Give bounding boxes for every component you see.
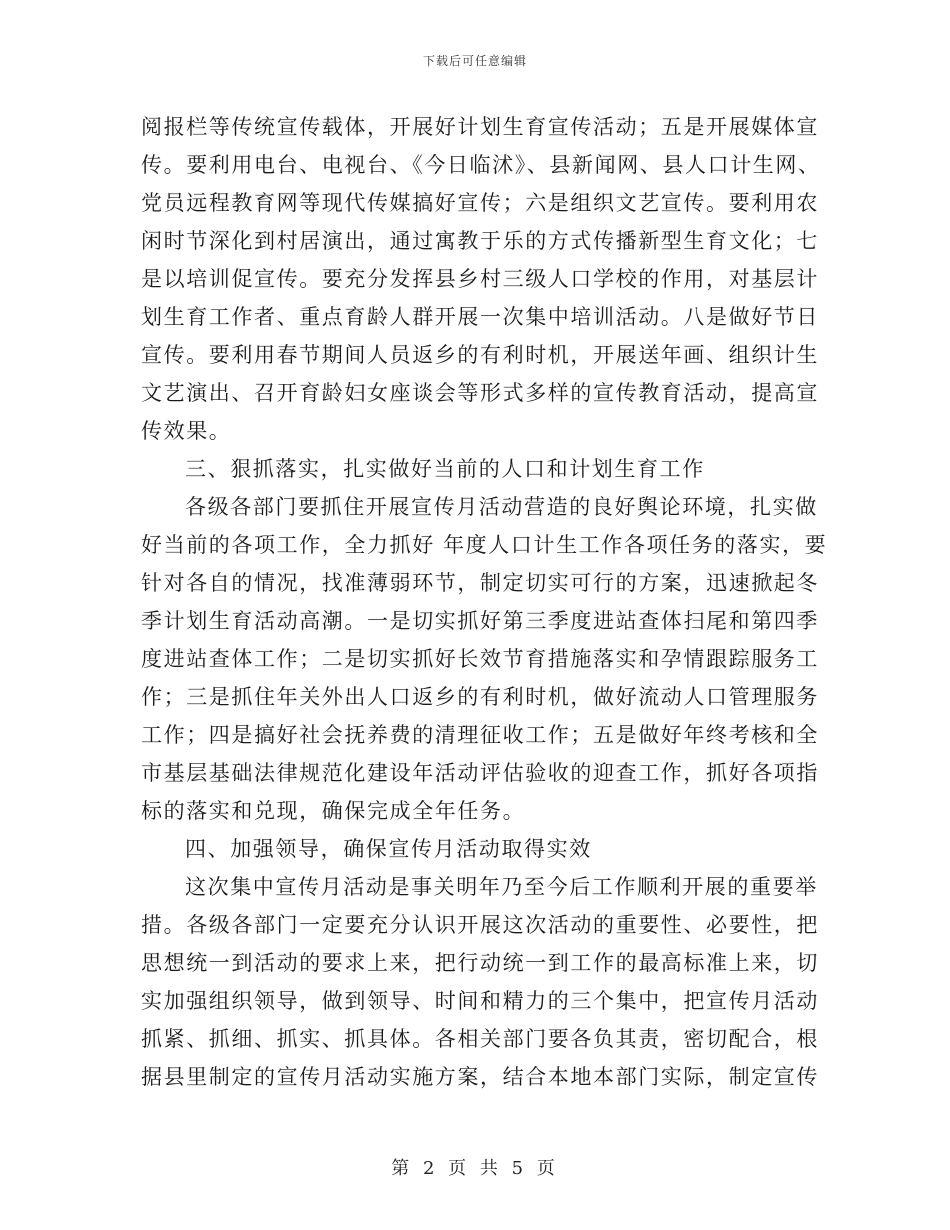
body-line: 是以培训促宣传。要充分发挥县乡村三级人口学校的作用，对基层计 (141, 267, 819, 291)
body-line: 传效果。 (141, 419, 232, 443)
body-line: 好当前的各项工作，全力抓好 年度人口计生工作各项任务的落实，要 (141, 533, 828, 557)
body-line: 传。要利用电台、电视台、《今日临沭》、县新闻网、县人口计生网、 (141, 153, 821, 177)
body-line: 划生育工作者、重点育龄人群开展一次集中培训活动。八是做好节日 (141, 305, 819, 329)
body-line: 阅报栏等传统宣传载体，开展好计划生育宣传活动；五是开展媒体宣 (141, 115, 819, 139)
body-line: 市基层基础法律规范化建设年活动评估验收的迎查工作，抓好各项指 (141, 761, 819, 785)
section-heading: 四、加强领导，确保宣传月活动取得实效 (185, 837, 592, 861)
body-line: 实加强组织领导，做到领导、时间和精力的三个集中，把宣传月活动 (141, 989, 819, 1013)
body-line: 这次集中宣传月活动是事关明年乃至今后工作顺利开展的重要举 (185, 875, 818, 899)
body-line: 季计划生育活动高潮。一是切实抓好第三季度进站查体扫尾和第四季 (141, 609, 819, 633)
body-line: 针对各自的情况，找准薄弱环节，制定切实可行的方案，迅速掀起冬 (141, 571, 819, 595)
body-line: 抓紧、抓细、抓实、抓具体。各相关部门要各负其责，密切配合，根 (141, 1027, 819, 1051)
body-line: 党员远程教育网等现代传媒搞好宣传；六是组织文艺宣传。要利用农 (141, 191, 819, 215)
body-line: 工作；四是搞好社会抚养费的清理征收工作；五是做好年终考核和全 (141, 723, 819, 747)
body-line: 闲时节深化到村居演出，通过寓教于乐的方式传播新型生育文化；七 (141, 229, 819, 253)
body-line: 作；三是抓住年关外出人口返乡的有利时机，做好流动人口管理服务 (141, 685, 819, 709)
page-header-note: 下载后可任意编辑 (422, 54, 527, 68)
document-body (141, 108, 828, 1096)
body-line: 思想统一到活动的要求上来，把行动统一到工作的最高标准上来，切 (141, 951, 819, 975)
body-line: 措。各级各部门一定要充分认识开展这次活动的重要性、必要性，把 (141, 913, 819, 937)
body-line: 标的落实和兑现，确保完成全年任务。 (141, 799, 526, 823)
section-heading: 三、狠抓落实，扎实做好当前的人口和计划生育工作 (185, 457, 705, 481)
body-line: 据县里制定的宣传月活动实施方案，结合本地本部门实际，制定宣传 (141, 1065, 819, 1089)
body-line: 文艺演出、召开育龄妇女座谈会等形式多样的宣传教育活动，提高宣 (141, 381, 819, 405)
body-line: 宣传。要利用春节期间人员返乡的有利时机，开展送年画、组织计生 (141, 343, 819, 367)
page-number: 第 2 页 共 5 页 (391, 1158, 559, 1179)
body-line: 度进站查体工作；二是切实抓好长效节育措施落实和孕情跟踪服务工 (141, 647, 819, 671)
body-line: 各级各部门要抓住开展宣传月活动营造的良好舆论环境，扎实做 (185, 495, 818, 519)
